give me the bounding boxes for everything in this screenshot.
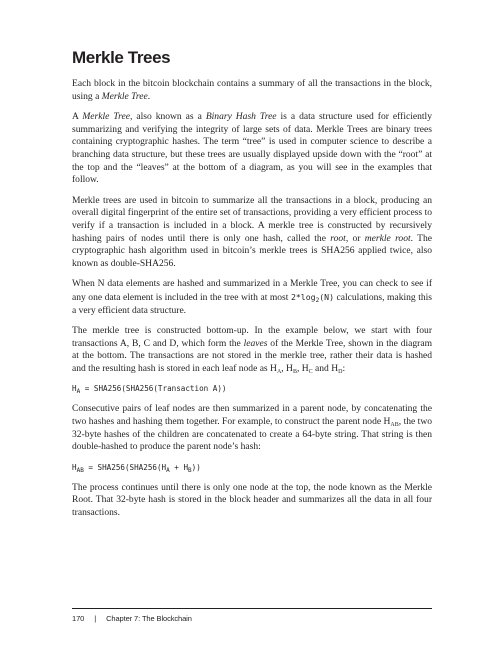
subscript: C xyxy=(308,368,313,375)
text: A xyxy=(72,111,83,123)
text: of the Merkle Tree, shown in the diagram at the bottom. The transactions are not stored in the merkle tree, rather their data is hashed and the resulting hash is stored in each leaf node as H xyxy=(72,337,432,374)
emphasis: Binary Hash Tree xyxy=(205,111,277,123)
inline-code xyxy=(291,292,334,302)
subscript: AB xyxy=(390,422,399,429)
subscript: D xyxy=(338,368,343,375)
paragraph-2 xyxy=(72,111,432,187)
paragraph-4 xyxy=(72,278,432,317)
text: , also known as a xyxy=(130,111,206,123)
paragraph-1 xyxy=(72,78,432,103)
text: , or xyxy=(345,232,365,244)
text: The merkle tree is constructed bottom-up. In the example below, we start with four transactions A, B, C and D, which form the xyxy=(72,325,432,349)
text: . xyxy=(147,90,151,102)
paragraph-7 xyxy=(72,482,432,520)
code-text: )) xyxy=(191,462,201,472)
code-text: = SHA256(SHA256(Transaction A)) xyxy=(80,384,227,394)
text: The process continues until there is only one node at the top, the node known as the Merkle Root. That 32-byte hash is stored in the block header and summarizes all the data in all four transactions. xyxy=(72,481,432,519)
code-line-1 xyxy=(72,383,432,395)
section-title: Merkle Trees xyxy=(72,48,171,67)
text: , H xyxy=(281,362,293,374)
emphasis: root xyxy=(330,232,346,244)
page-number: 170 xyxy=(72,614,85,623)
subscript: A xyxy=(76,388,81,396)
text: When N data elements are hashed and summarized in a Merkle Tree, you can check to see if any one data element is included in the tree with at most xyxy=(72,278,432,303)
subscript: AB xyxy=(76,466,84,474)
text: , H xyxy=(296,362,309,374)
text: and H xyxy=(312,362,339,374)
subscript: 2 xyxy=(315,296,320,304)
emphasis: leaves xyxy=(243,337,268,349)
text: Merkle trees are used in bitcoin to summarize all the transactions in a block, producing an overall digital fingerprint of the entire set of transactions, providing a very efficient process to verify if a transaction is included in a block. A merkle tree is constructed by recursively hashing pairs of nodes until there is only one hash, called the xyxy=(72,194,432,244)
emphasis: Merkle Tree xyxy=(101,90,148,102)
paragraph-3 xyxy=(72,195,432,271)
paragraph-6 xyxy=(72,403,432,453)
page-footer xyxy=(72,608,432,623)
emphasis: merkle root xyxy=(364,232,411,244)
text: Consecutive pairs of leaf nodes are then summarized in a parent node, by concatenating the two hashes and hashing them together. For example, to construct the parent node H xyxy=(72,403,432,428)
subscript: B xyxy=(292,368,297,375)
text: . The cryptographic hash algorithm used in bitcoin’s merkle trees is SHA256 applied twice, also known as double-SHA256. xyxy=(72,232,433,269)
subscript: A xyxy=(276,368,282,375)
chapter-title: Chapter 7: The Blockchain xyxy=(106,614,192,623)
subscript: B xyxy=(188,466,192,474)
emphasis: Merkle Tree xyxy=(82,111,130,123)
page-body xyxy=(72,48,432,528)
text: : xyxy=(342,362,346,374)
code-text: H xyxy=(72,462,77,472)
footer-separator: | xyxy=(94,614,97,623)
text: , the two 32-byte hashes of the children are concatenated to create a 64-byte string. That string is then double-hashed to produce the parent node’s hash: xyxy=(72,416,432,453)
subscript: A xyxy=(166,466,170,474)
text: Each block in the bitcoin blockchain contains a summary of all the transactions in the block, using a xyxy=(72,78,432,102)
code-text: (N) xyxy=(319,291,335,302)
code-text: + H xyxy=(169,462,189,472)
paragraph-5 xyxy=(72,325,432,375)
code-text: = SHA256(SHA256(H xyxy=(83,462,167,472)
code-line-2 xyxy=(72,462,432,474)
code-text: 2*log xyxy=(290,291,316,302)
text: calculations, making this a very efficient data structure. xyxy=(72,291,432,316)
code-text: H xyxy=(72,384,77,394)
text: is a data structure used for efficiently summarizing and verifying the integrity of large sets of data. Merkle Trees are binary trees containing cryptographic hashes. The term “tree” is used in computer science to describe a branching data structure, but these trees are usually displayed upside down with the “root” at the top and the “leaves” at the bottom of a diagram, as you will see in the examples that follow. xyxy=(72,111,432,186)
